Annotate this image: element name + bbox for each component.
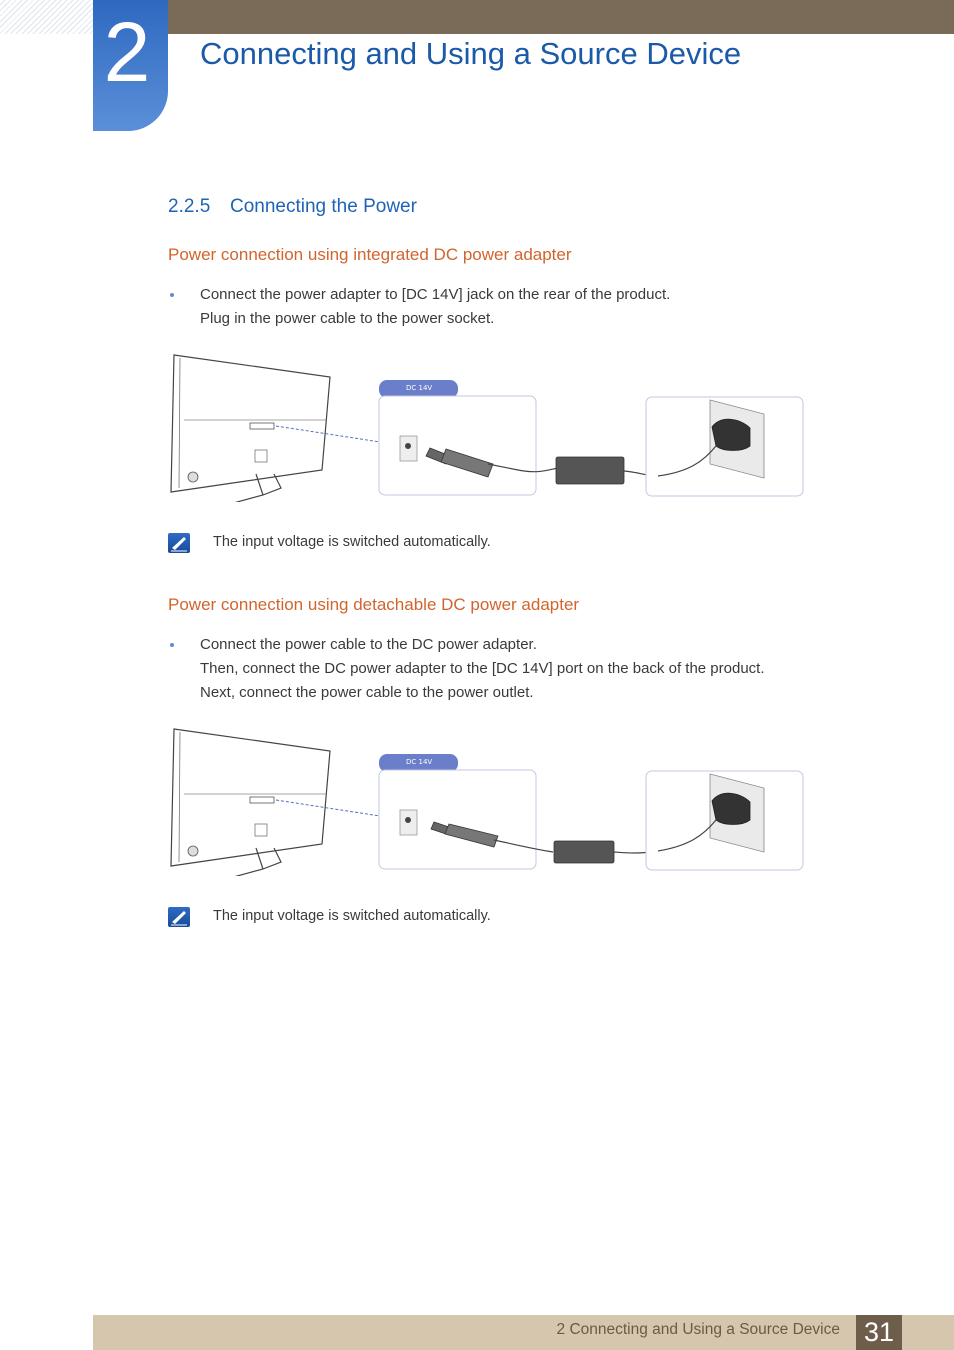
power-adapter-icon (556, 457, 658, 484)
wall-socket-panel (646, 771, 803, 870)
monitor-back-icon (171, 355, 330, 502)
detachable-heading: Power connection using detachable DC power adapter (168, 595, 580, 614)
integrated-line-1: Connect the power adapter to [DC 14V] jack on the rear of the product. (200, 286, 671, 303)
detachable-line-1: Connect the power cable to the DC power adapter. (200, 636, 537, 653)
section-title (168, 196, 417, 218)
section-number: 2.2.5 (168, 196, 211, 217)
detachable-diagram-svg (168, 724, 808, 876)
note-pencil-icon (168, 533, 190, 553)
section-title-text: Connecting the Power (230, 196, 417, 217)
header-hatch-pattern (0, 0, 93, 34)
page-number: 31 (856, 1315, 902, 1350)
note-text: The input voltage is switched automatically. (213, 534, 491, 550)
dc-jack-panel (379, 380, 536, 495)
integrated-connection-diagram (168, 350, 808, 502)
note-pencil-icon (168, 907, 190, 927)
wall-socket-panel (646, 397, 803, 496)
detachable-connection-diagram (168, 724, 808, 876)
dc-port-label: DC 14V (406, 384, 433, 392)
monitor-back-icon (171, 729, 330, 876)
dc-port-label: DC 14V (406, 758, 433, 766)
integrated-diagram-svg (168, 350, 808, 502)
chapter-number: 2 (103, 5, 151, 99)
header-bar (168, 0, 954, 34)
dc-jack-panel (379, 754, 536, 869)
footer-chapter-label: 2 Connecting and Using a Source Device (556, 1321, 840, 1338)
integrated-line-2: Plug in the power cable to the power socket. (200, 310, 495, 327)
power-adapter-icon (554, 841, 658, 863)
bullet-dot-icon (170, 293, 174, 297)
note-text: The input voltage is switched automatically. (213, 908, 491, 924)
integrated-heading: Power connection using integrated DC power adapter (168, 245, 572, 264)
chapter-title: Connecting and Using a Source Device (200, 36, 742, 71)
integrated-instructions (168, 283, 670, 331)
detachable-instructions (168, 633, 765, 705)
bullet-dot-icon (170, 643, 174, 647)
detachable-line-2: Then, connect the DC power adapter to the [DC 14V] port on the back of the product. (200, 660, 765, 677)
detachable-line-3: Next, connect the power cable to the power outlet. (200, 684, 534, 701)
